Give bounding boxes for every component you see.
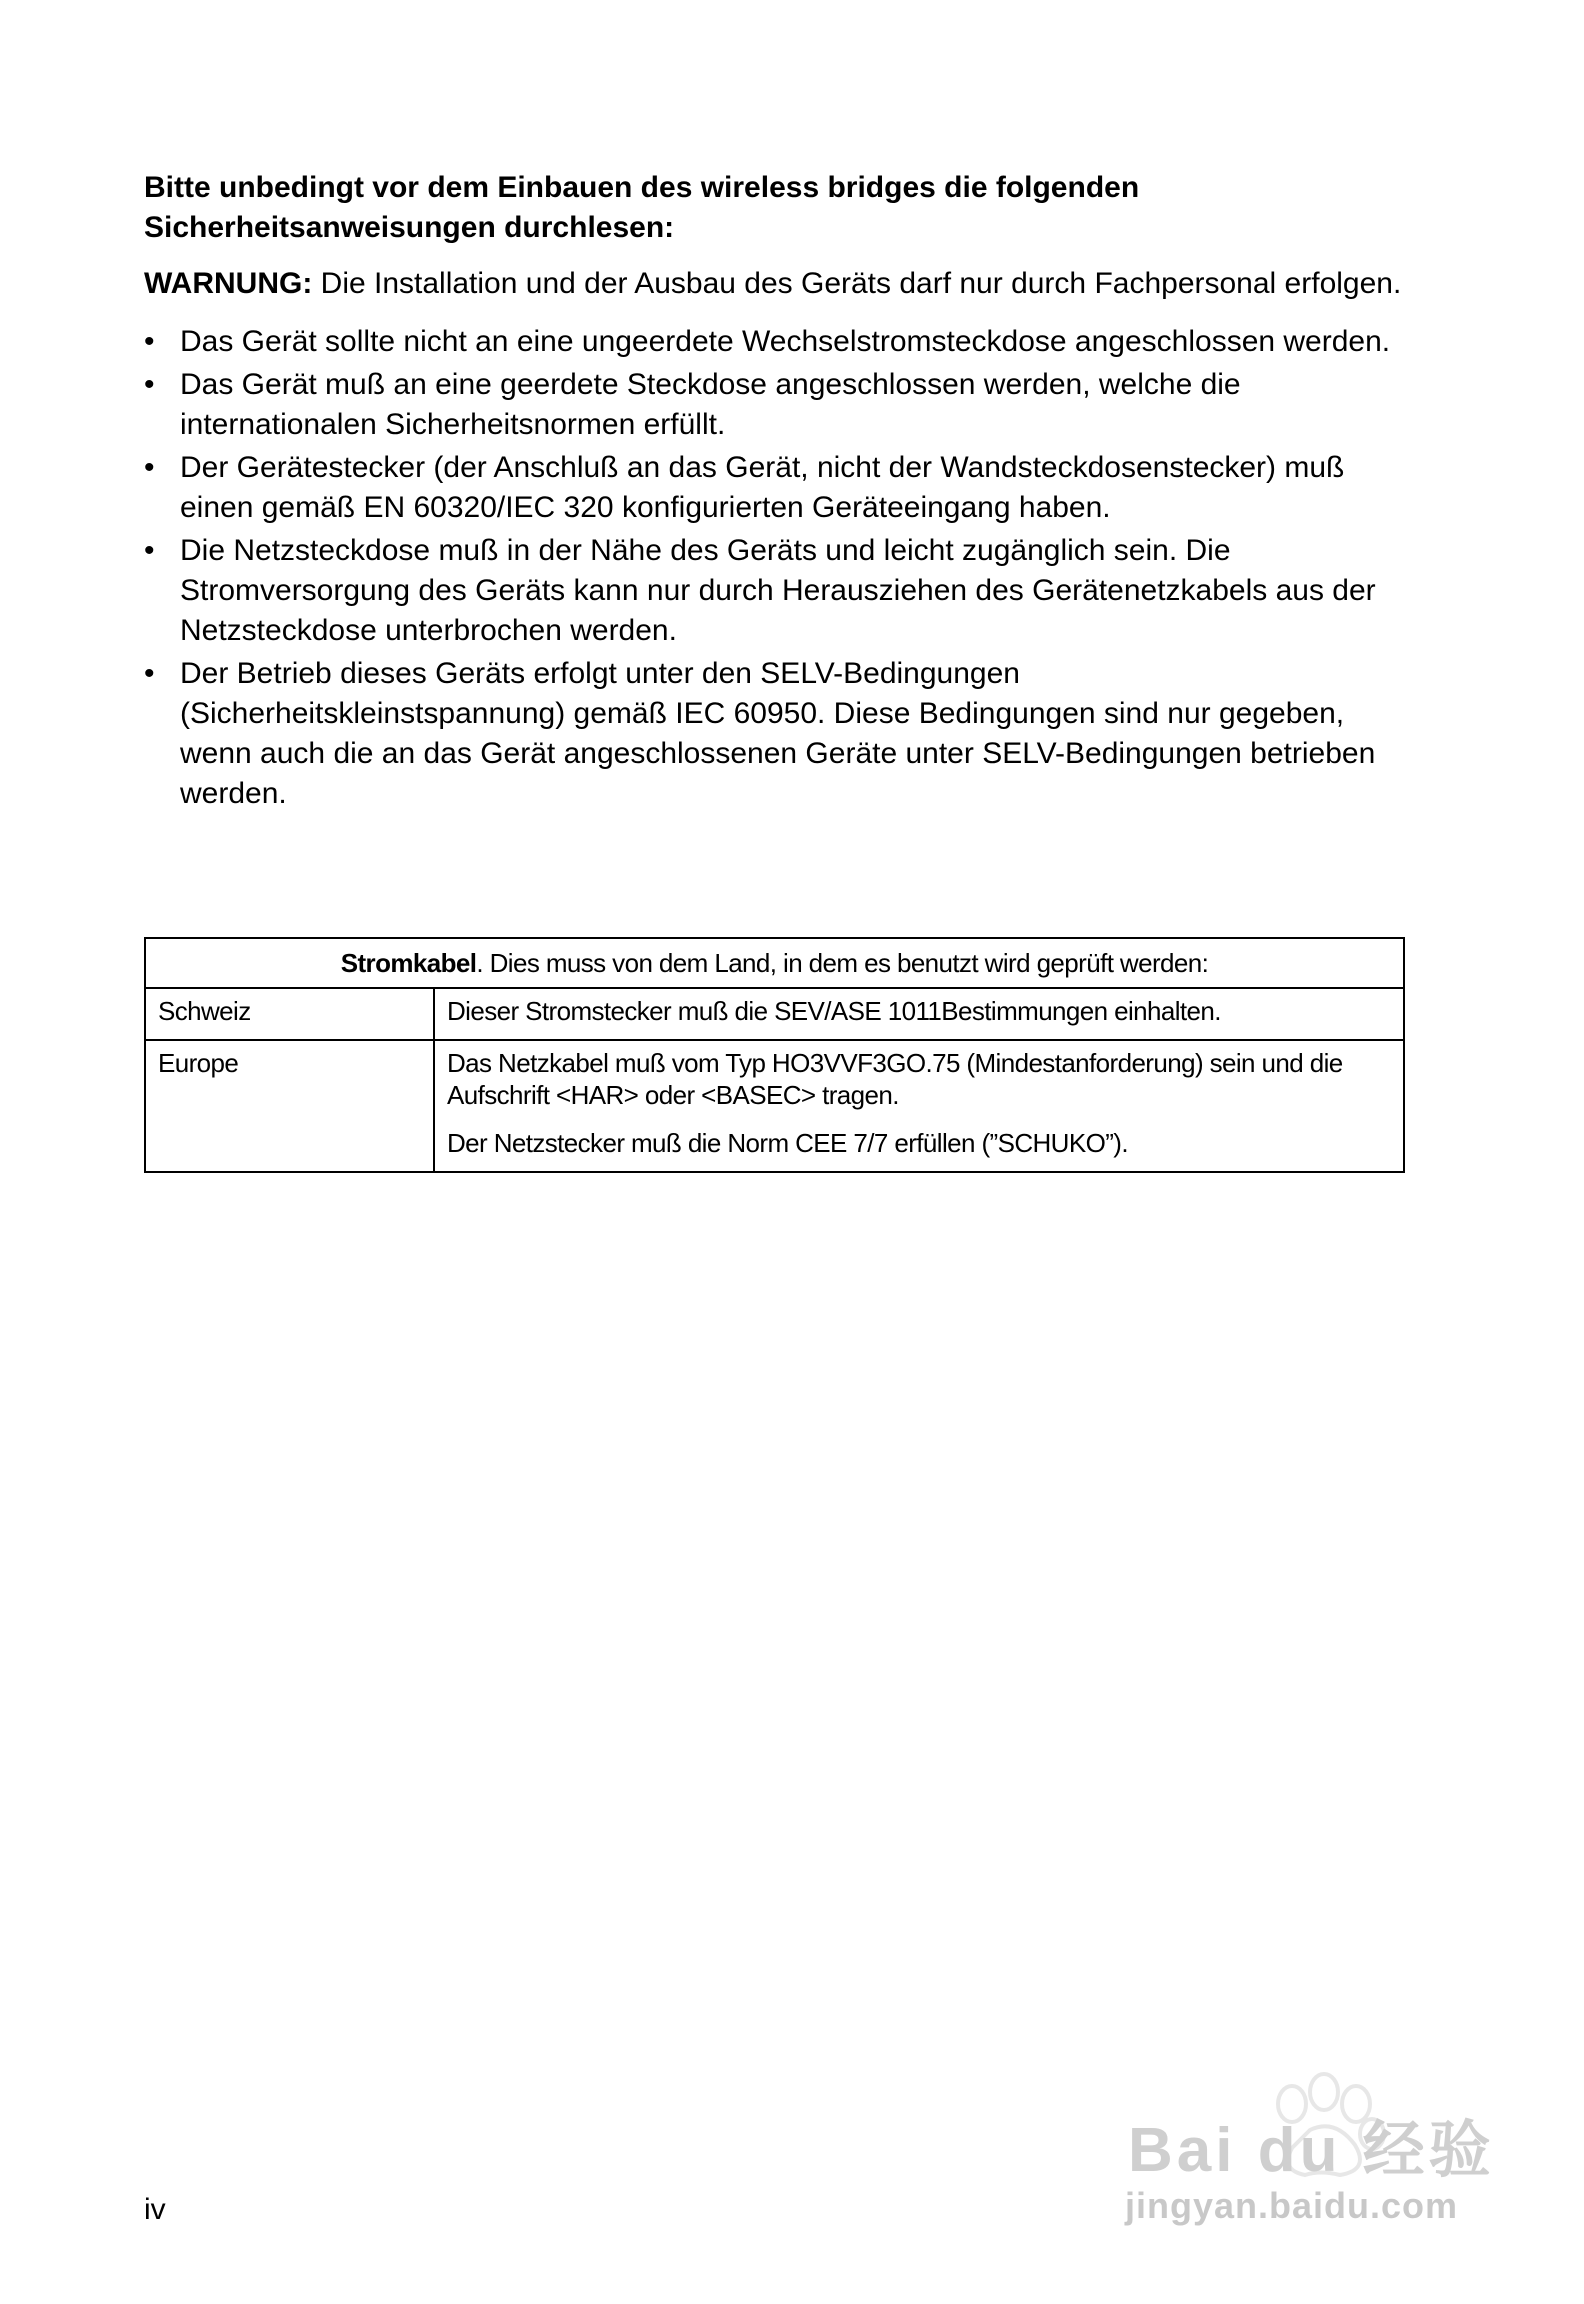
list-item (144, 531, 1404, 651)
requirement-cell (434, 1040, 1404, 1172)
country-cell: Schweiz (145, 988, 434, 1040)
requirement-text: Dieser Stromstecker muß die SEV/ASE 1011Bestimmungen einhalten. (447, 996, 1221, 1026)
table-row (145, 1040, 1404, 1172)
bullet-icon: • (144, 325, 155, 358)
table-header-row (145, 938, 1404, 988)
list-item (144, 654, 1404, 814)
list-item-text: Das Gerät muß an eine geerdete Steckdose angeschlossen werden, welche die internationalen Sicherheitsnormen erfüllt. (180, 368, 1241, 441)
list-item (144, 322, 1404, 362)
country-cell: Europe (145, 1040, 434, 1172)
warning-label: WARNUNG: (144, 267, 313, 300)
requirement-text: Der Netzstecker muß die Norm CEE 7/7 erfüllen (”SCHUKO”). (447, 1128, 1128, 1158)
requirement-cell (434, 988, 1404, 1040)
list-item-text: Der Betrieb dieses Geräts erfolgt unter den SELV-Bedingungen (Sicherheitskleinstspannung) gemäß IEC 60950. Diese Bedingungen sind nur gegeben, wenn auch die an das Gerät angeschlossenen Geräte unter SELV-Bedingungen betrieben werden. (180, 657, 1376, 810)
watermark-url: jingyan.baidu.com (1125, 2185, 1459, 2226)
warning-text: Die Installation und der Ausbau des Geräts darf nur durch Fachpersonal erfolgen. (320, 267, 1402, 300)
table-row (145, 988, 1404, 1040)
bullet-icon: • (144, 657, 155, 690)
safety-intro-heading: Bitte unbedingt vor dem Einbauen des wireless bridges die folgenden Sicherheitsanweisungen durchlesen: (144, 171, 1140, 244)
safety-bullet-list (144, 322, 1404, 814)
warning-paragraph (144, 264, 1404, 304)
bullet-icon: • (144, 534, 155, 567)
list-item (144, 448, 1404, 528)
bullet-icon: • (144, 451, 155, 484)
list-item-text: Der Gerätestecker (der Anschluß an das Gerät, nicht der Wandsteckdosenstecker) muß einen gemäß EN 60320/IEC 320 konfigurierten Geräteeingang haben. (180, 451, 1345, 524)
bullet-icon: • (144, 368, 155, 401)
table-header-text: . Dies muss von dem Land, in dem es benutzt wird geprüft werden: (476, 948, 1209, 978)
page-number: iv (144, 2193, 166, 2226)
table-header-bold: Stromkabel (340, 948, 477, 978)
document-body (144, 168, 1404, 817)
list-item (144, 365, 1404, 445)
watermark-brand: Bai du 经验 (1128, 2116, 1495, 2185)
power-cable-table (144, 937, 1405, 1173)
list-item-text: Das Gerät sollte nicht an eine ungeerdete Wechselstromsteckdose angeschlossen werden. (180, 325, 1391, 358)
list-item-text: Die Netzsteckdose muß in der Nähe des Geräts und leicht zugänglich sein. Die Stromversorgung des Geräts kann nur durch Herausziehen des Gerätenetzkabels aus der Netzsteckdose unterbrochen werden. (180, 534, 1376, 647)
table-header (145, 938, 1404, 988)
requirement-text: Das Netzkabel muß vom Typ HO3VVF3GO.75 (Mindestanforderung) sein und die Aufschrift <HAR> oder <BASEC> tragen. (447, 1048, 1343, 1110)
